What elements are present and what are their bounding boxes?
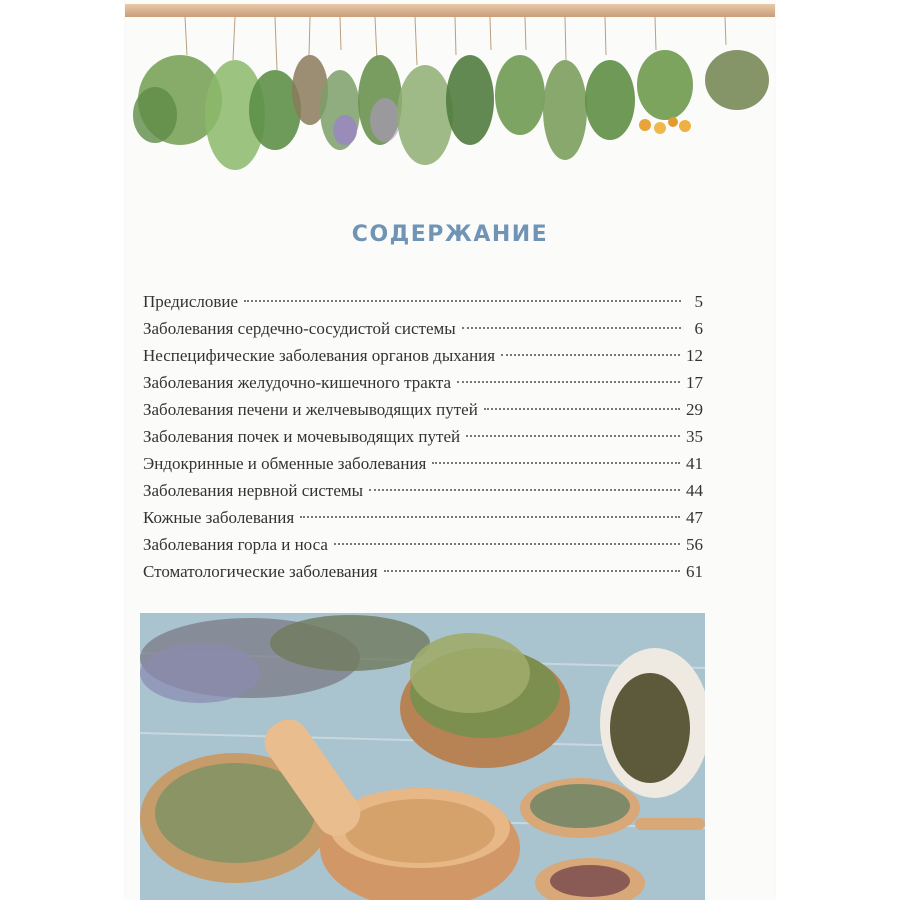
toc-entry-page: 47: [686, 508, 703, 527]
toc-entry[interactable]: [143, 535, 703, 562]
toc-leader-dots: [334, 543, 680, 545]
toc-entry[interactable]: [143, 508, 703, 535]
toc-entry[interactable]: [143, 562, 703, 589]
toc-entry[interactable]: [143, 454, 703, 481]
herbs-mortar-photo: [140, 613, 705, 900]
wooden-rod: [125, 4, 775, 17]
toc-entry-page: 6: [694, 319, 703, 338]
toc-entry[interactable]: [143, 400, 703, 427]
toc-entry-page: 61: [686, 562, 703, 581]
book-page: [125, 0, 775, 900]
toc-entry[interactable]: [143, 373, 703, 400]
toc-leader-dots: [484, 408, 680, 410]
toc-entry[interactable]: [143, 427, 703, 454]
toc-leader-dots: [369, 489, 680, 491]
toc-entry[interactable]: [143, 346, 703, 373]
toc-leader-dots: [300, 516, 680, 518]
toc-entry-page: 44: [686, 481, 703, 500]
toc-leader-dots: [457, 381, 680, 383]
toc-entry-title: Кожные заболевания: [143, 508, 295, 527]
toc-leader-dots: [462, 327, 681, 329]
toc-entry-title: Неспецифические заболевания органов дыхания: [143, 346, 496, 365]
toc-leader-dots: [501, 354, 680, 356]
toc-leader-dots: [384, 570, 680, 572]
contents-title: СОДЕРЖАНИЕ: [351, 222, 549, 247]
toc-entry-page: 29: [686, 400, 703, 419]
toc-leader-dots: [466, 435, 680, 437]
toc-entry-page: 17: [686, 373, 703, 392]
toc-entry-title: Заболевания горла и носа: [143, 535, 328, 554]
toc-entry-page: 41: [686, 454, 703, 473]
hanging-herbs-illustration: [125, 0, 775, 200]
toc-entry-page: 35: [686, 427, 703, 446]
toc-leader-dots: [244, 300, 681, 302]
toc-entry-page: 5: [694, 292, 703, 311]
toc-entry-title: Заболевания желудочно-кишечного тракта: [143, 373, 452, 392]
toc-entry-title: Заболевания почек и мочевыводящих путей: [143, 427, 461, 446]
toc-entry[interactable]: [143, 292, 703, 319]
toc-entry-title: Заболевания нервной системы: [143, 481, 364, 500]
toc-entry-title: Заболевания сердечно-сосудистой системы: [143, 319, 456, 338]
toc-entry-title: Заболевания печени и желчевыводящих путей: [143, 400, 478, 419]
herb-bundles: [133, 50, 769, 170]
toc-entry-page: 12: [686, 346, 703, 365]
cloth-sack: [600, 648, 705, 798]
toc-entry[interactable]: [143, 481, 703, 508]
toc-entry-title: Эндокринные и обменные заболевания: [143, 454, 427, 473]
toc-entry[interactable]: [143, 319, 703, 346]
toc-leader-dots: [432, 462, 680, 464]
toc-entry-title: Стоматологические заболевания: [143, 562, 378, 581]
toc-entry-title: Предисловие: [143, 292, 239, 311]
table-of-contents: [143, 292, 703, 589]
toc-entry-page: 56: [686, 535, 703, 554]
